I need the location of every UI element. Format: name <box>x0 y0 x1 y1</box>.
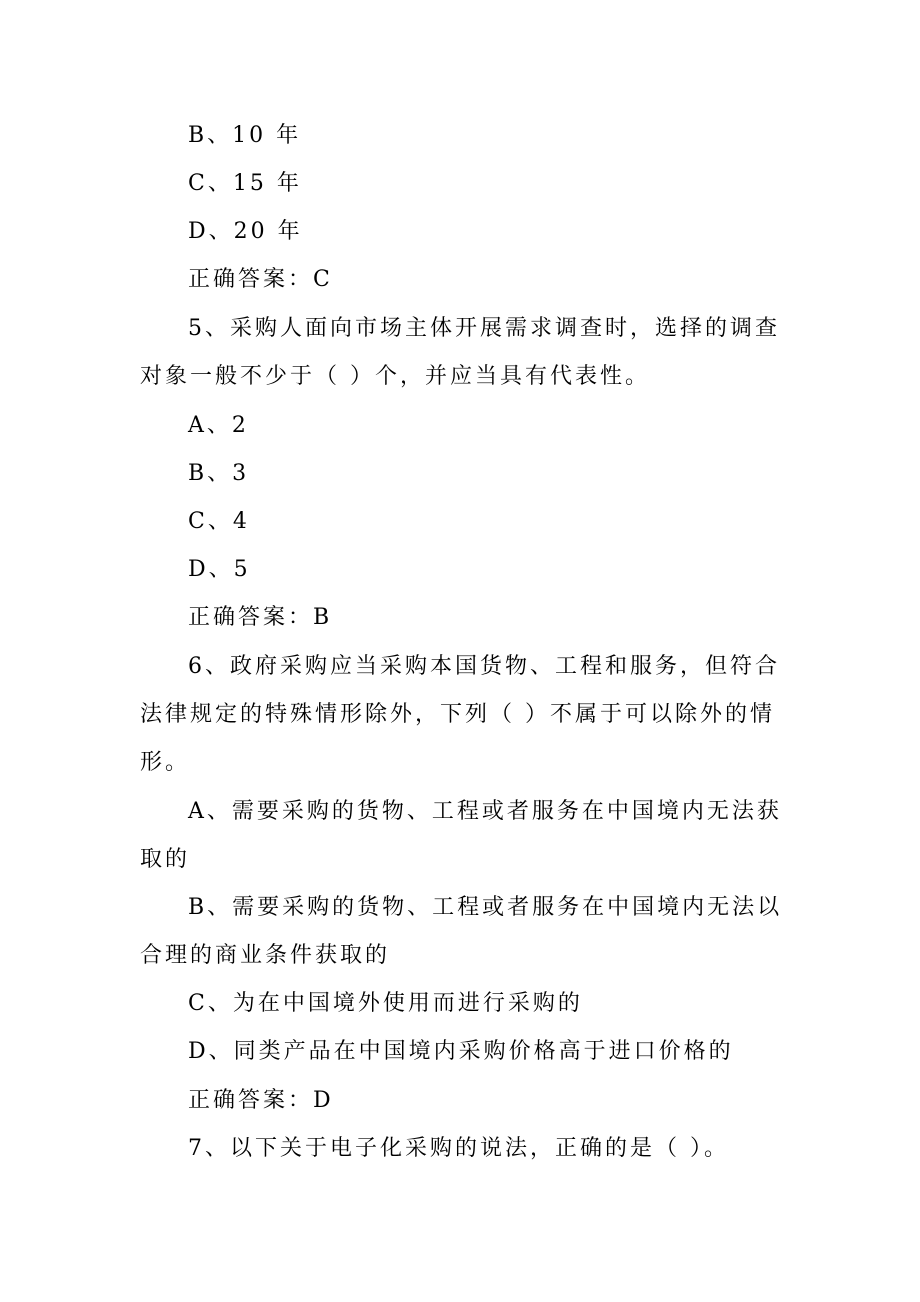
q6-option-c: C、为在中国境外使用而进行采购的 <box>188 991 583 1016</box>
q5-question-line1: 5、采购人面向市场主体开展需求调查时，选择的调查 <box>188 316 780 341</box>
q4-option-b: B、10 年 <box>188 123 302 148</box>
q5-option-c: C、4 <box>188 509 250 534</box>
q6-answer: 正确答案：D <box>188 1088 334 1113</box>
q4-answer: 正确答案：C <box>188 267 333 292</box>
q6-question-line1: 6、政府采购应当采购本国货物、工程和服务，但符合 <box>188 654 780 679</box>
q5-answer: 正确答案：B <box>188 605 333 630</box>
q4-option-c: C、15 年 <box>188 171 302 196</box>
q6-option-a-line2: 取的 <box>140 847 191 872</box>
q6-question-line3: 形。 <box>140 750 191 775</box>
q7-question-line1: 7、以下关于电子化采购的说法，正确的是（ ）。 <box>188 1136 729 1161</box>
q5-option-b: B、3 <box>188 461 250 486</box>
q5-option-a: A、2 <box>188 413 249 438</box>
q6-option-a-line1: A、需要采购的货物、工程或者服务在中国境内无法获 <box>188 799 782 824</box>
q6-question-line2: 法律规定的特殊情形除外，下列（ ）不属于可以除外的情 <box>140 702 775 727</box>
q5-question-line2: 对象一般不少于（ ）个，并应当具有代表性。 <box>140 364 650 389</box>
q6-option-d: D、同类产品在中国境内采购价格高于进口价格的 <box>188 1039 734 1064</box>
q6-option-b-line1: B、需要采购的货物、工程或者服务在中国境内无法以 <box>188 895 783 920</box>
q5-option-d: D、5 <box>188 557 251 582</box>
q4-option-d: D、20 年 <box>188 219 303 244</box>
q6-option-b-line2: 合理的商业条件获取的 <box>140 943 391 968</box>
